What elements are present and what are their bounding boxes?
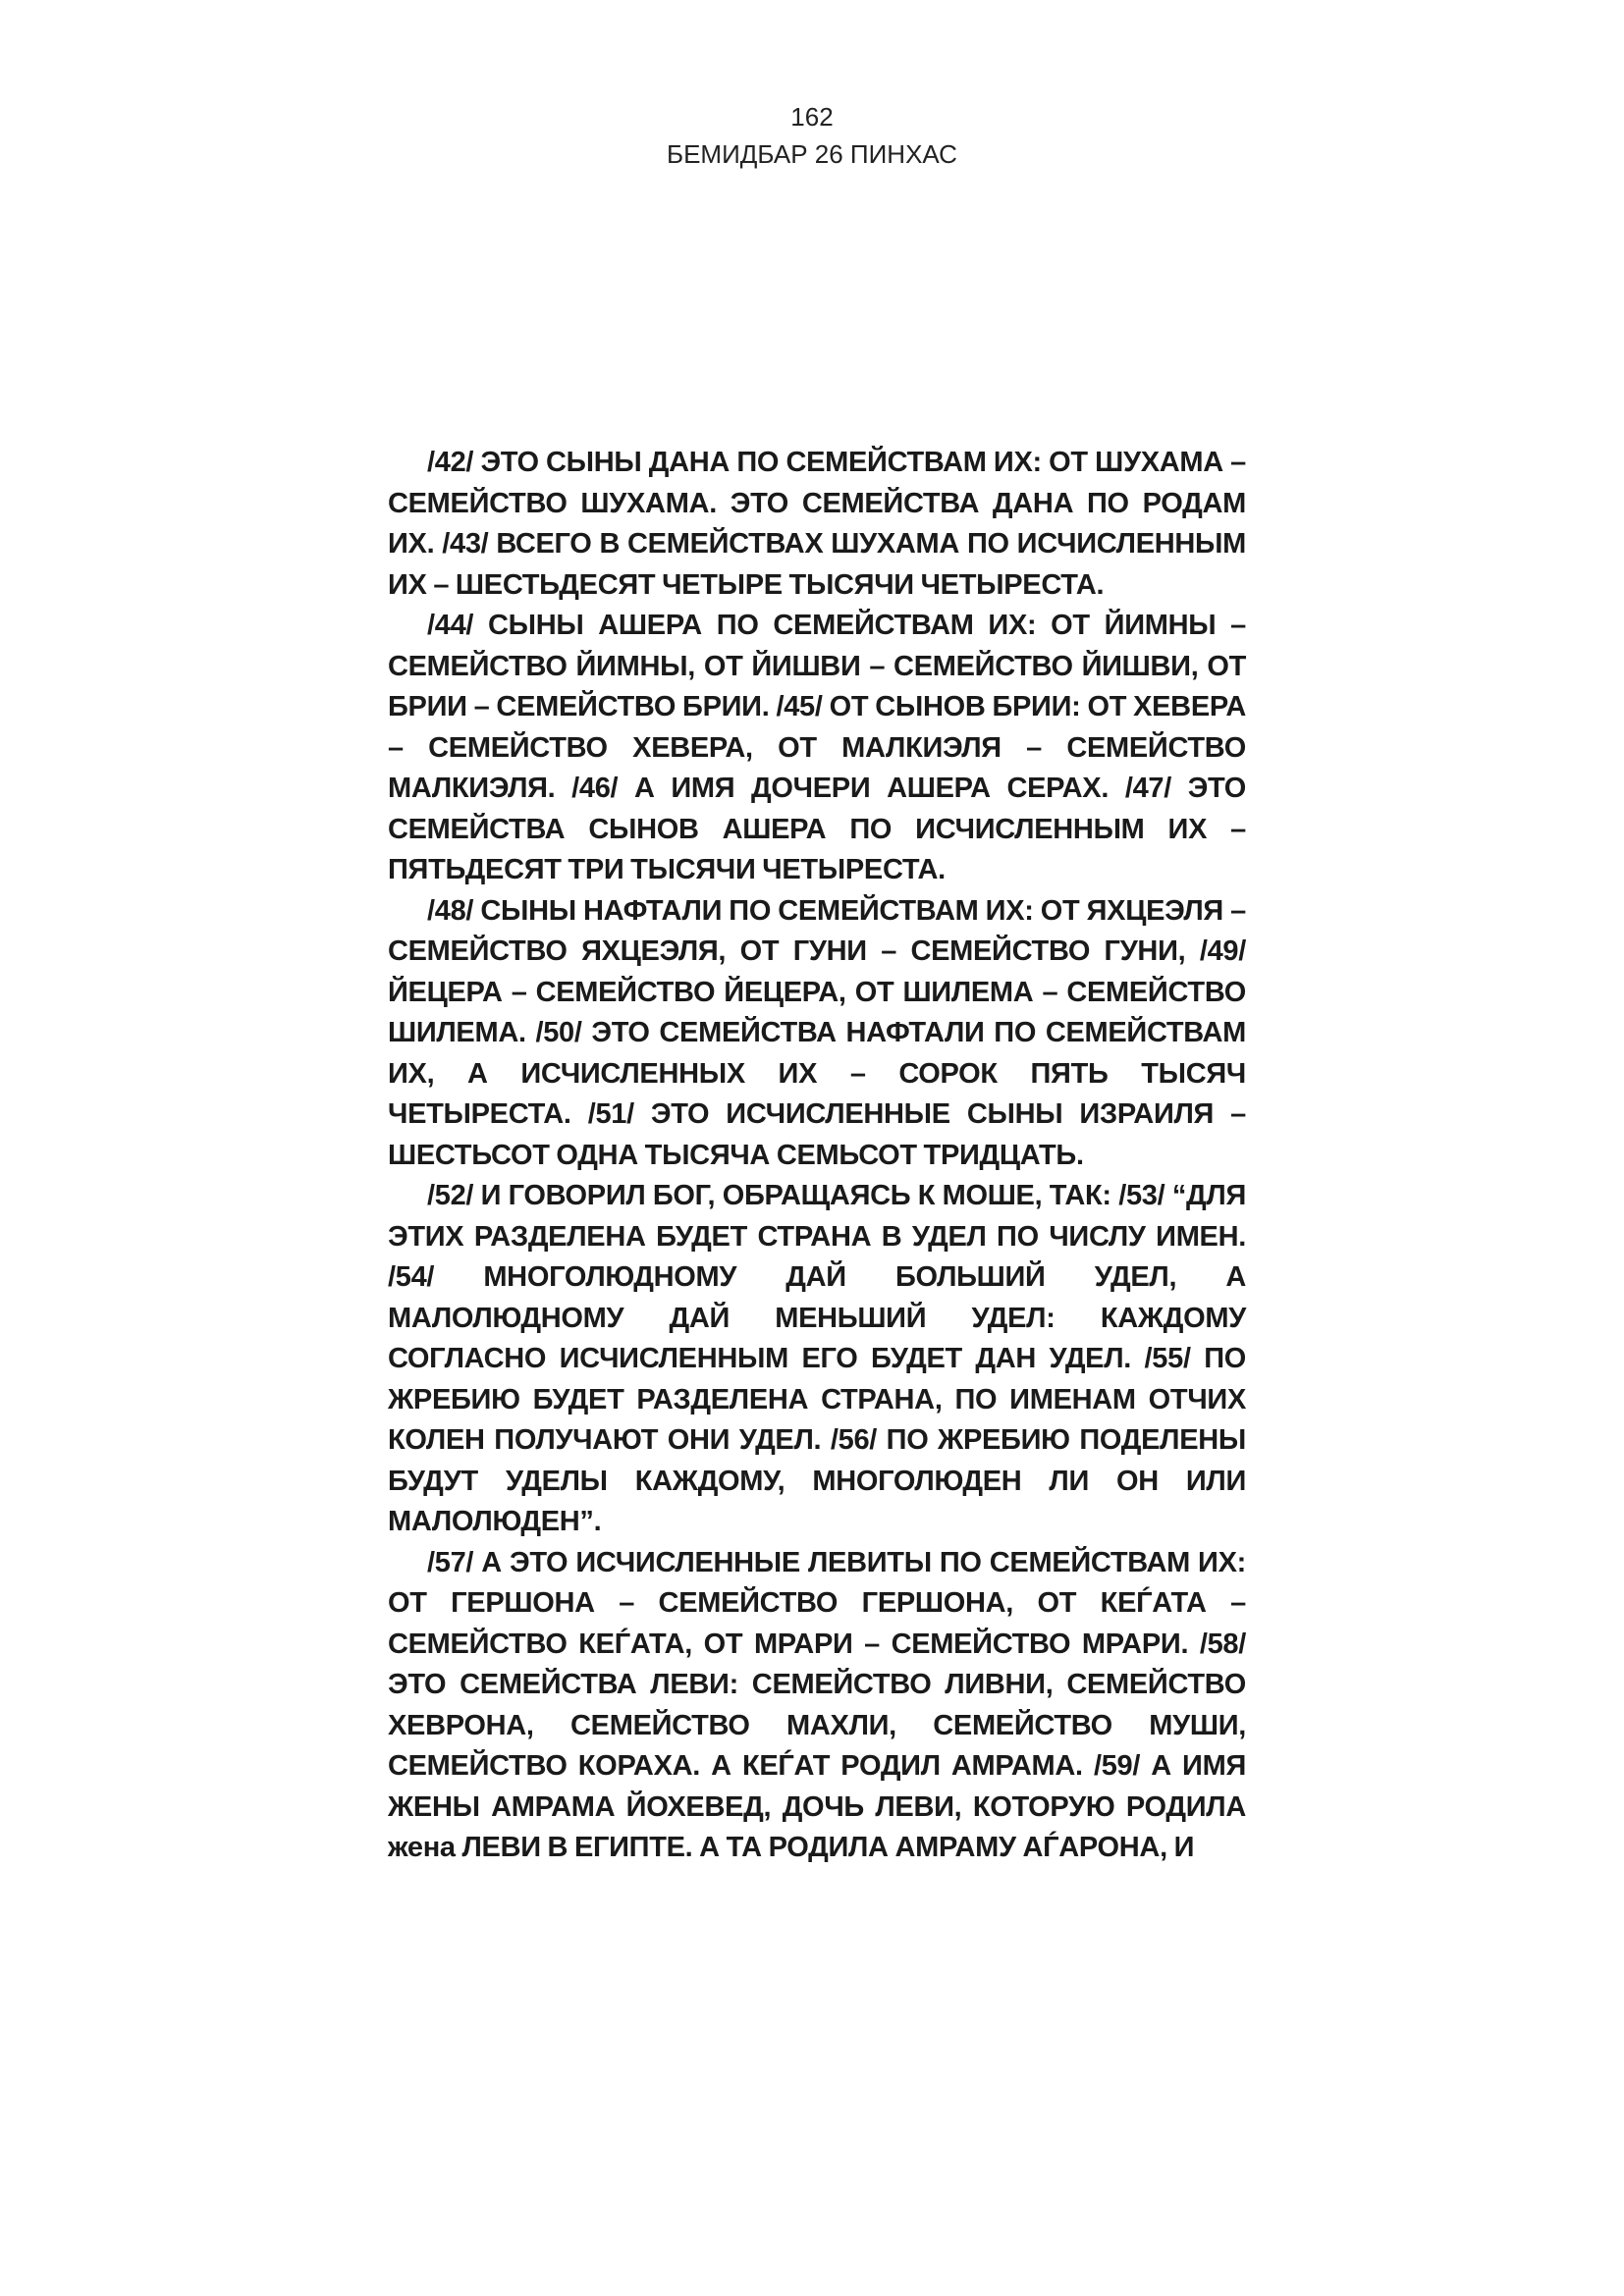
paragraph-verses-44-47: /44/ СЫНЫ АШЕРА ПО СЕМЕЙСТВАМ ИХ: ОТ ЙИМНЫ – СЕМЕЙСТВО ЙИМНЫ, ОТ ЙИШВИ – СЕМЕЙСТВО ЙИШВИ, ОТ БРИИ – СЕМЕЙСТВО БРИИ. /45/ ОТ СЫНОВ БРИИ: ОТ ХЕВЕРА – СЕМЕЙСТВО ХЕВЕРА, ОТ МАЛКИЭЛЯ – СЕМЕЙСТВО МАЛКИЭЛЯ. /46/ А ИМЯ ДОЧЕРИ АШЕРА СЕРАХ. /47/ ЭТО СЕМЕЙСТВА СЫНОВ АШЕРА ПО ИСЧИСЛЕННЫМ ИХ – ПЯТЬДЕСЯТ ТРИ ТЫСЯЧИ ЧЕТЫРЕСТА. <box>388 610 1246 885</box>
running-title: БЕМИДБАР 26 ПИНХАС <box>667 139 957 169</box>
paragraph-verses-48-51: /48/ СЫНЫ НАФТАЛИ ПО СЕМЕЙСТВАМ ИХ: ОТ ЯХЦЕЭЛЯ – СЕМЕЙСТВО ЯХЦЕЭЛЯ, ОТ ГУНИ – СЕМЕЙСТВО ГУНИ, /49/ ЙЕЦЕРА – СЕМЕЙСТВО ЙЕЦЕРА, ОТ ШИЛЕМА – СЕМЕЙСТВО ШИЛЕМА. /50/ ЭТО СЕМЕЙСТВА НАФТАЛИ ПО СЕМЕЙСТВАМ ИХ, А ИСЧИСЛЕННЫХ ИХ – СОРОК ПЯТЬ ТЫСЯЧ ЧЕТЫРЕСТА. /51/ ЭТО ИСЧИСЛЕННЫЕ СЫНЫ ИЗРАИЛЯ – ШЕСТЬСОТ ОДНА ТЫСЯЧА СЕМЬСОТ ТРИДЦАТЬ. <box>388 894 1246 1171</box>
page-number: 162 <box>790 102 834 132</box>
paragraph-verses-57-59: /57/ А ЭТО ИСЧИСЛЕННЫЕ ЛЕВИТЫ ПО СЕМЕЙСТВАМ ИХ: ОТ ГЕРШОНА – СЕМЕЙСТВО ГЕРШОНА, ОТ КЕЃАТА – СЕМЕЙСТВО КЕЃАТА, ОТ МРАРИ – СЕМЕЙСТВО МРАРИ. /58/ ЭТО СЕМЕЙСТВА ЛЕВИ: СЕМЕЙСТВО ЛИВНИ, СЕМЕЙСТВО ХЕВРОНА, СЕМЕЙСТВО МАХЛИ, СЕМЕЙСТВО МУШИ, СЕМЕЙСТВО КОРАХА. А КЕЃАТ РОДИЛ АМРАМА. /59/ А ИМЯ ЖЕНЫ АМРАМА ЙОХЕВЕД, ДОЧЬ ЛЕВИ, КОТОРУЮ РОДИЛА жена ЛЕВИ В ЕГИПТЕ. А ТА РОДИЛА АМРАМУ АЃАРОНА, И <box>388 1546 1246 1863</box>
paragraph-verses-42-43: /42/ ЭТО СЫНЫ ДАНА ПО СЕМЕЙСТВАМ ИХ: ОТ ШУХАМА – СЕМЕЙСТВО ШУХАМА. ЭТО СЕМЕЙСТВА ДАНА ПО РОДАМ ИХ. /43/ ВСЕГО В СЕМЕЙСТВАХ ШУХАМА ПО ИСЧИСЛЕННЫМ ИХ – ШЕСТЬДЕСЯТ ЧЕТЫРЕ ТЫСЯЧИ ЧЕТЫРЕСТА. <box>388 447 1246 601</box>
main-text <box>388 443 1246 1869</box>
page-header <box>0 98 1624 173</box>
paragraph-verses-52-56: /52/ И ГОВОРИЛ БОГ, ОБРАЩАЯСЬ К МОШЕ, ТАК: /53/ “ДЛЯ ЭТИХ РАЗДЕЛЕНА БУДЕТ СТРАНА В УДЕЛ ПО ЧИСЛУ ИМЕН. /54/ МНОГОЛЮДНОМУ ДАЙ БОЛЬШИЙ УДЕЛ, А МАЛОЛЮДНОМУ ДАЙ МЕНЬШИЙ УДЕЛ: КАЖДОМУ СОГЛАСНО ИСЧИСЛЕННЫМ ЕГО БУДЕТ ДАН УДЕЛ. /55/ ПО ЖРЕБИЮ БУДЕТ РАЗДЕЛЕНА СТРАНА, ПО ИМЕНАМ ОТЧИХ КОЛЕН ПОЛУЧАЮТ ОНИ УДЕЛ. /56/ ПО ЖРЕБИЮ ПОДЕЛЕНЫ БУДУТ УДЕЛЫ КАЖДОМУ, МНОГОЛЮДЕН ЛИ ОН ИЛИ МАЛОЛЮДЕН”. <box>388 1180 1246 1537</box>
